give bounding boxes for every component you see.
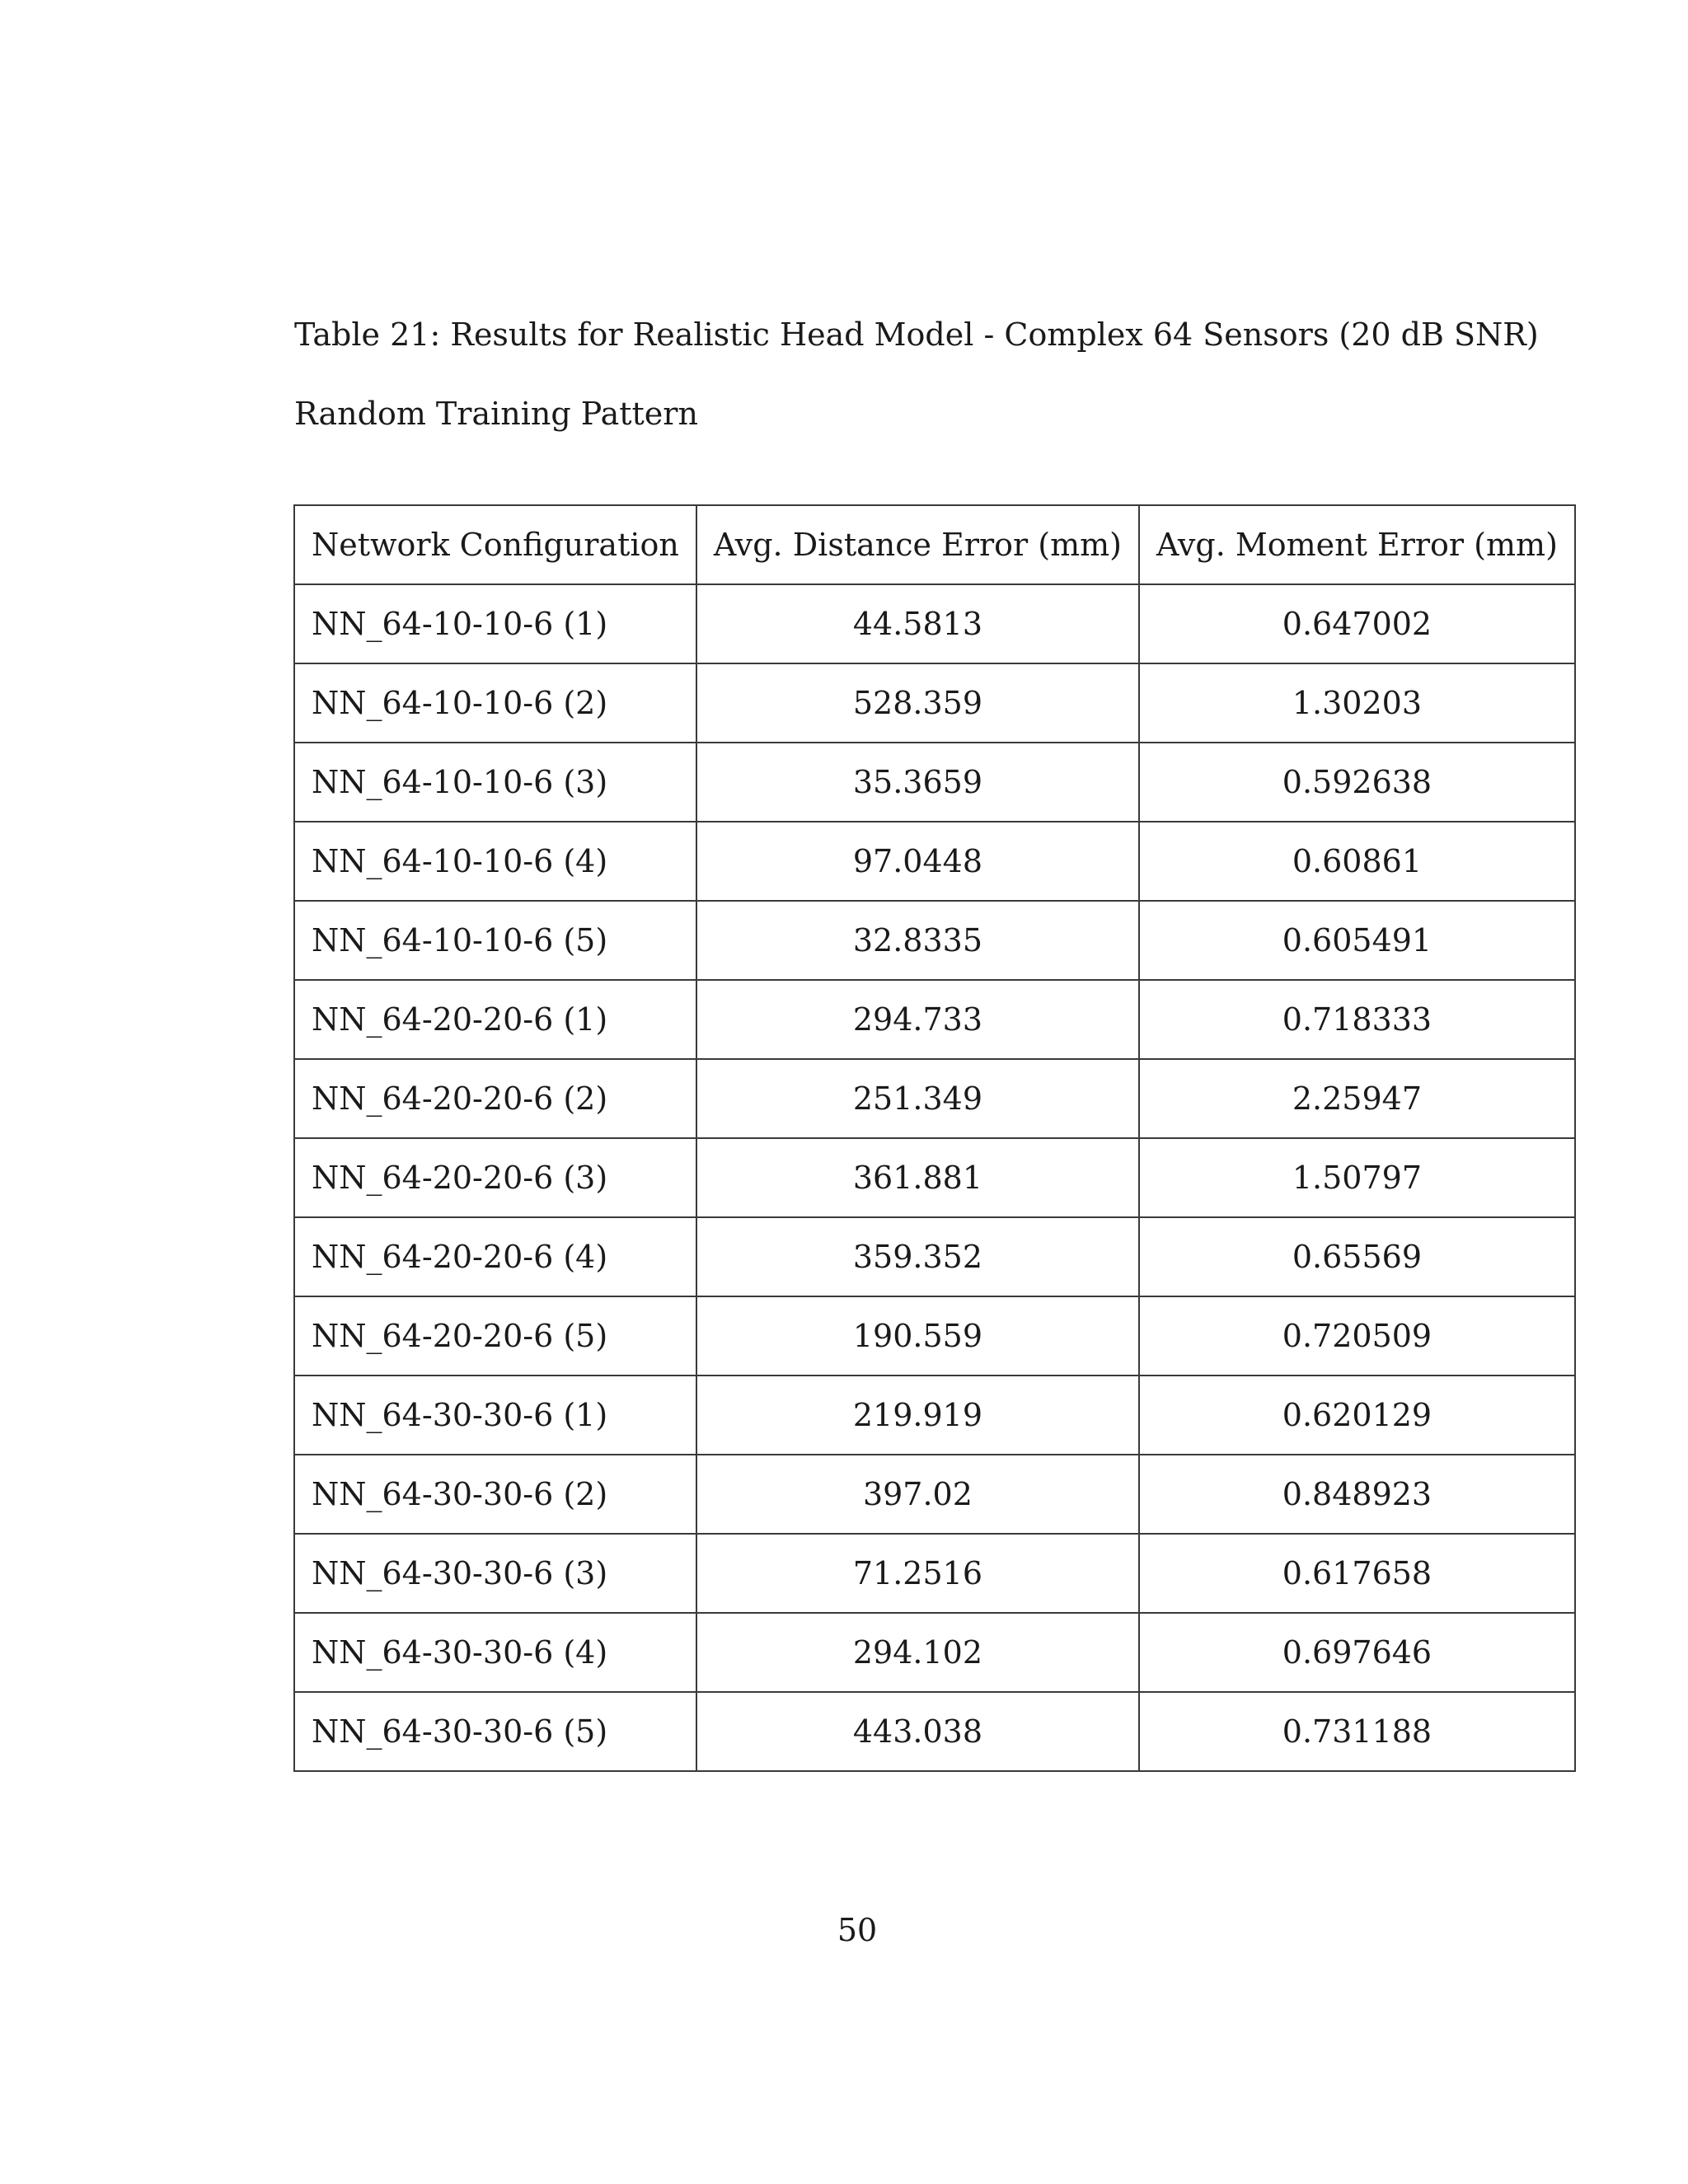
table-row [294,743,1575,822]
cell-avg-moment-error: 1.50797 [1139,1138,1575,1217]
cell-avg-moment-error: 0.605491 [1139,901,1575,980]
cell-avg-moment-error: 0.65569 [1139,1217,1575,1296]
cell-network-configuration: NN_64-20-20-6 (1) [294,980,696,1059]
cell-avg-moment-error: 0.617658 [1139,1534,1575,1613]
table-header-row [294,505,1575,584]
table-row [294,584,1575,663]
cell-network-configuration: NN_64-10-10-6 (5) [294,901,696,980]
column-header-network-configuration: Network Configuration [294,505,696,584]
cell-avg-moment-error: 0.848923 [1139,1455,1575,1534]
table-row [294,1613,1575,1692]
cell-network-configuration: NN_64-30-30-6 (4) [294,1613,696,1692]
cell-avg-distance-error: 32.8335 [696,901,1139,980]
cell-avg-distance-error: 294.102 [696,1613,1139,1692]
cell-avg-moment-error: 0.647002 [1139,584,1575,663]
cell-network-configuration: NN_64-10-10-6 (2) [294,663,696,743]
cell-network-configuration: NN_64-10-10-6 (4) [294,822,696,901]
cell-network-configuration: NN_64-30-30-6 (3) [294,1534,696,1613]
cell-avg-moment-error: 0.697646 [1139,1613,1575,1692]
table-row [294,1455,1575,1534]
table-row [294,1376,1575,1455]
cell-network-configuration: NN_64-30-30-6 (5) [294,1692,696,1771]
table-row [294,1296,1575,1376]
cell-avg-distance-error: 97.0448 [696,822,1139,901]
cell-network-configuration: NN_64-20-20-6 (2) [294,1059,696,1138]
page-number: 50 [837,1912,878,1948]
cell-avg-distance-error: 35.3659 [696,743,1139,822]
column-header-avg-distance-error: Avg. Distance Error (mm) [696,505,1139,584]
cell-avg-moment-error: 0.620129 [1139,1376,1575,1455]
cell-avg-distance-error: 443.038 [696,1692,1139,1771]
cell-avg-distance-error: 44.5813 [696,584,1139,663]
table-row [294,1692,1575,1771]
cell-avg-distance-error: 397.02 [696,1455,1139,1534]
cell-avg-moment-error: 0.718333 [1139,980,1575,1059]
column-header-avg-moment-error: Avg. Moment Error (mm) [1139,505,1575,584]
cell-network-configuration: NN_64-30-30-6 (1) [294,1376,696,1455]
cell-avg-distance-error: 359.352 [696,1217,1139,1296]
cell-avg-moment-error: 0.60861 [1139,822,1575,901]
cell-network-configuration: NN_64-10-10-6 (1) [294,584,696,663]
cell-avg-moment-error: 0.720509 [1139,1296,1575,1376]
cell-avg-distance-error: 361.881 [696,1138,1139,1217]
table-subcaption: Random Training Pattern [294,396,698,432]
cell-avg-moment-error: 0.731188 [1139,1692,1575,1771]
cell-network-configuration: NN_64-20-20-6 (5) [294,1296,696,1376]
table-row [294,822,1575,901]
cell-avg-moment-error: 2.25947 [1139,1059,1575,1138]
cell-avg-moment-error: 1.30203 [1139,663,1575,743]
cell-avg-moment-error: 0.592638 [1139,743,1575,822]
table-row [294,663,1575,743]
cell-avg-distance-error: 251.349 [696,1059,1139,1138]
table-row [294,1059,1575,1138]
table-row [294,1217,1575,1296]
cell-network-configuration: NN_64-10-10-6 (3) [294,743,696,822]
table-row [294,1138,1575,1217]
cell-avg-distance-error: 71.2516 [696,1534,1139,1613]
cell-network-configuration: NN_64-20-20-6 (3) [294,1138,696,1217]
cell-avg-distance-error: 219.919 [696,1376,1139,1455]
cell-avg-distance-error: 294.733 [696,980,1139,1059]
cell-network-configuration: NN_64-20-20-6 (4) [294,1217,696,1296]
table-row [294,901,1575,980]
table-row [294,980,1575,1059]
results-table [293,504,1576,1772]
table-caption: Table 21: Results for Realistic Head Model - Complex 64 Sensors (20 dB SNR) [294,316,1539,353]
cell-network-configuration: NN_64-30-30-6 (2) [294,1455,696,1534]
table-row [294,1534,1575,1613]
cell-avg-distance-error: 190.559 [696,1296,1139,1376]
cell-avg-distance-error: 528.359 [696,663,1139,743]
